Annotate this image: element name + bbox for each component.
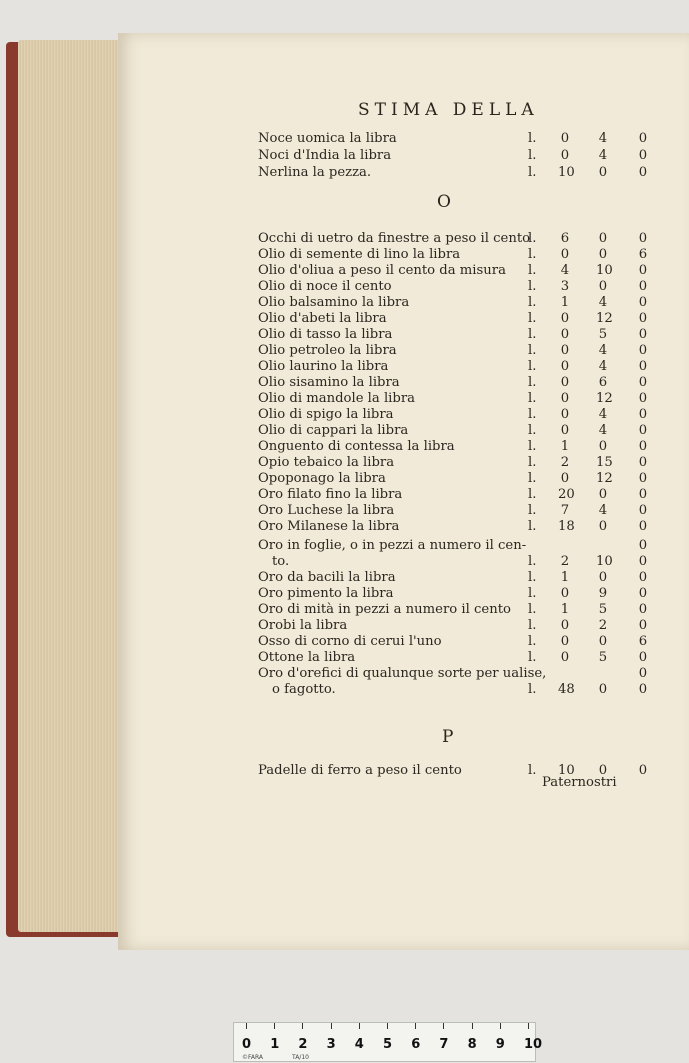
entry-col-3: 0 — [638, 327, 648, 342]
entry-col-1: 2 — [560, 455, 570, 470]
entry-unit: l. — [528, 407, 537, 422]
entry-name: Oro Milanese la libra — [258, 519, 400, 534]
entry-unit: l. — [528, 247, 537, 262]
entry-col-3: 0 — [638, 279, 648, 294]
entry-name: Oro in foglie, o in pezzi a numero il cen- — [258, 538, 527, 553]
entry-col-2: 6 — [598, 375, 608, 390]
entry-name: to. — [272, 554, 290, 569]
entry-col-2: 4 — [598, 407, 608, 422]
entry-unit: l. — [528, 343, 537, 358]
ruler-tick — [528, 1023, 529, 1029]
entry-col-2: 0 — [598, 279, 608, 294]
price-entry — [0, 502, 689, 519]
entry-unit: l. — [528, 471, 537, 486]
price-entry — [0, 422, 689, 439]
entry-col-1: 10 — [558, 165, 575, 180]
entry-col-2: 10 — [596, 554, 613, 569]
entry-name: Olio di noce il cento — [258, 279, 392, 294]
entry-name: Oro d'orefici di qualunque sorte per ualise, — [258, 666, 547, 681]
ruler-brand: ©FARA — [242, 1054, 264, 1061]
entry-col-1: 6 — [560, 231, 570, 246]
entry-unit: l. — [528, 455, 537, 470]
entry-unit: l. — [528, 391, 537, 406]
ruler-number: 4 — [354, 1037, 364, 1052]
entry-name: Nerlina la pezza. — [258, 165, 372, 180]
entry-col-3: 6 — [638, 247, 648, 262]
entry-col-3: 0 — [638, 375, 648, 390]
entry-col-1: 0 — [560, 327, 570, 342]
entry-col-2: 10 — [596, 263, 613, 278]
price-entry — [0, 569, 689, 586]
entry-col-3: 0 — [638, 343, 648, 358]
entry-col-2: 4 — [598, 359, 608, 374]
price-entry — [0, 633, 689, 650]
price-entry — [0, 130, 689, 147]
entry-col-3: 0 — [638, 554, 648, 569]
entry-name: Oro pimento la libra — [258, 586, 394, 601]
ruler-tick — [274, 1023, 275, 1029]
price-entry — [0, 486, 689, 503]
entry-col-3: 0 — [638, 423, 648, 438]
entry-unit: l. — [528, 618, 537, 633]
ruler-tick — [415, 1023, 416, 1029]
entry-col-2: 2 — [598, 618, 608, 633]
entry-unit: l. — [528, 763, 537, 778]
entry-col-2: 5 — [598, 327, 608, 342]
entry-col-1: 0 — [560, 586, 570, 601]
entry-unit: l. — [528, 682, 537, 697]
entry-col-1: 0 — [560, 423, 570, 438]
entry-col-1: 1 — [560, 570, 570, 585]
price-entry — [0, 262, 689, 279]
entry-unit: l. — [528, 279, 537, 294]
ruler-number: 1 — [270, 1037, 280, 1052]
entry-name: Olio laurino la libra — [258, 359, 389, 374]
entry-col-3: 0 — [638, 131, 648, 146]
entry-col-2: 0 — [598, 634, 608, 649]
price-entry — [0, 294, 689, 311]
entry-col-3: 0 — [638, 455, 648, 470]
entry-name: Ottone la libra — [258, 650, 356, 665]
price-entry — [0, 649, 689, 666]
entry-unit: l. — [528, 131, 537, 146]
entry-unit: l. — [528, 650, 537, 665]
price-entry — [0, 681, 689, 698]
price-entry — [0, 164, 689, 181]
entry-name: Olio di tasso la libra — [258, 327, 393, 342]
entry-unit: l. — [528, 295, 537, 310]
entry-col-2: 9 — [598, 586, 608, 601]
entry-col-1: 0 — [560, 471, 570, 486]
entry-col-1: 10 — [558, 763, 575, 778]
entry-unit: l. — [528, 554, 537, 569]
entry-col-1: 7 — [560, 503, 570, 518]
entry-unit: l. — [528, 327, 537, 342]
section-letter-o: O — [437, 192, 451, 212]
price-entry — [0, 230, 689, 247]
entry-col-3: 0 — [638, 586, 648, 601]
entry-col-3: 0 — [638, 231, 648, 246]
ruler-number: 7 — [439, 1037, 449, 1052]
catchword: Paternostri — [542, 775, 617, 790]
entry-col-2: 0 — [598, 519, 608, 534]
entry-col-3: 0 — [638, 263, 648, 278]
entry-col-3: 0 — [638, 519, 648, 534]
ruler-tick — [500, 1023, 501, 1029]
entry-name: Occhi di uetro da finestre a peso il cento — [258, 231, 531, 246]
entry-col-3: 0 — [638, 439, 648, 454]
ruler-number: 6 — [411, 1037, 421, 1052]
entry-col-1: 0 — [560, 359, 570, 374]
ruler-tick — [359, 1023, 360, 1029]
price-entry — [0, 438, 689, 455]
entry-col-3: 0 — [638, 538, 648, 553]
entry-col-3: 6 — [638, 634, 648, 649]
entry-col-3: 0 — [638, 359, 648, 374]
section-letter-p: P — [442, 727, 454, 747]
entry-col-3: 0 — [638, 763, 648, 778]
ruler-tick — [443, 1023, 444, 1029]
entry-col-3: 0 — [638, 618, 648, 633]
entry-unit: l. — [528, 503, 537, 518]
entry-col-1: 2 — [560, 554, 570, 569]
entry-col-2: 0 — [598, 439, 608, 454]
entry-col-3: 0 — [638, 503, 648, 518]
entry-col-3: 0 — [638, 165, 648, 180]
entry-unit: l. — [528, 570, 537, 585]
entry-col-3: 0 — [638, 666, 648, 681]
price-entry — [0, 278, 689, 295]
ruler-tick — [331, 1023, 332, 1029]
entry-unit: l. — [528, 602, 537, 617]
entry-unit: l. — [528, 439, 537, 454]
entry-unit: l. — [528, 634, 537, 649]
entry-unit: l. — [528, 375, 537, 390]
running-head: STIMA DELLA — [358, 100, 539, 120]
entry-unit: l. — [528, 231, 537, 246]
entry-col-1: 1 — [560, 295, 570, 310]
entry-col-1: 20 — [558, 487, 575, 502]
entry-col-3: 0 — [638, 650, 648, 665]
entry-name: Opio tebaico la libra — [258, 455, 395, 470]
entry-col-3: 0 — [638, 407, 648, 422]
entry-col-2: 4 — [598, 148, 608, 163]
entry-col-2: 0 — [598, 487, 608, 502]
ruler-number: 3 — [326, 1037, 336, 1052]
entry-unit: l. — [528, 263, 537, 278]
entry-col-1: 0 — [560, 131, 570, 146]
ruler-brand-code: TA/10 — [292, 1054, 309, 1061]
entry-col-1: 48 — [558, 682, 575, 697]
entry-name: Olio sisamino la libra — [258, 375, 400, 390]
entry-col-1: 4 — [560, 263, 570, 278]
entry-col-2: 4 — [598, 295, 608, 310]
entry-col-3: 0 — [638, 471, 648, 486]
price-entry — [0, 147, 689, 164]
price-entry — [0, 342, 689, 359]
entry-name: Oro Luchese la libra — [258, 503, 395, 518]
price-entry — [0, 617, 689, 634]
price-entry — [0, 585, 689, 602]
entry-unit: l. — [528, 165, 537, 180]
ruler-number: 8 — [467, 1037, 477, 1052]
entry-col-2: 4 — [598, 503, 608, 518]
entry-col-1: 0 — [560, 148, 570, 163]
entry-name: Olio d'oliua a peso il cento da misura — [258, 263, 506, 278]
price-entry — [0, 454, 689, 471]
entry-name: Noce uomica la libra — [258, 131, 397, 146]
price-entry — [0, 390, 689, 407]
entry-col-3: 0 — [638, 570, 648, 585]
entry-name: Padelle di ferro a peso il cento — [258, 763, 462, 778]
price-entry — [0, 601, 689, 618]
entry-col-1: 0 — [560, 407, 570, 422]
price-entry — [0, 406, 689, 423]
scale-ruler — [233, 1022, 543, 1062]
entry-col-3: 0 — [638, 295, 648, 310]
entry-col-2: 5 — [598, 602, 608, 617]
entry-col-1: 1 — [560, 602, 570, 617]
entry-col-1: 0 — [560, 343, 570, 358]
ruler-tick — [246, 1023, 247, 1029]
entry-col-1: 0 — [560, 634, 570, 649]
entry-name: Oro da bacili la libra — [258, 570, 396, 585]
entry-col-3: 0 — [638, 602, 648, 617]
entry-col-2: 4 — [598, 423, 608, 438]
ruler-tick — [302, 1023, 303, 1029]
entry-unit: l. — [528, 423, 537, 438]
entry-col-2: 4 — [598, 131, 608, 146]
entry-name: Orobi la libra — [258, 618, 348, 633]
entry-unit: l. — [528, 359, 537, 374]
entry-col-3: 0 — [638, 391, 648, 406]
entry-name: Oro filato fino la libra — [258, 487, 403, 502]
entry-col-1: 0 — [560, 247, 570, 262]
entry-col-2: 12 — [596, 471, 613, 486]
entry-name: Olio di cappari la libra — [258, 423, 409, 438]
price-entry — [0, 518, 689, 535]
entry-col-2: 0 — [598, 165, 608, 180]
ruler-number: 2 — [298, 1037, 308, 1052]
entry-name: Onguento di contessa la libra — [258, 439, 455, 454]
entry-col-1: 1 — [560, 439, 570, 454]
entry-unit: l. — [528, 487, 537, 502]
price-entry — [0, 310, 689, 327]
entry-col-2: 0 — [598, 763, 608, 778]
entry-name: Opoponago la libra — [258, 471, 386, 486]
price-entry — [0, 470, 689, 487]
entry-col-2: 5 — [598, 650, 608, 665]
entry-col-2: 15 — [596, 455, 613, 470]
entry-col-1: 0 — [560, 375, 570, 390]
ruler-tick — [387, 1023, 388, 1029]
price-entry — [0, 553, 689, 570]
entry-name: Noci d'India la libra — [258, 148, 392, 163]
entry-col-1: 3 — [560, 279, 570, 294]
entry-unit: l. — [528, 519, 537, 534]
entry-col-2: 0 — [598, 247, 608, 262]
price-entry — [0, 358, 689, 375]
entry-name: Osso di corno di cerui l'uno — [258, 634, 442, 649]
entry-col-2: 12 — [596, 391, 613, 406]
entry-unit: l. — [528, 586, 537, 601]
price-entry — [0, 537, 689, 554]
ruler-number: 0 — [242, 1037, 252, 1052]
entry-name: Olio balsamino la libra — [258, 295, 410, 310]
price-entry — [0, 326, 689, 343]
entry-col-1: 0 — [560, 391, 570, 406]
entry-col-2: 0 — [598, 231, 608, 246]
entry-col-3: 0 — [638, 682, 648, 697]
ruler-tick — [472, 1023, 473, 1029]
entry-col-1: 0 — [560, 311, 570, 326]
entry-name: Olio d'abeti la libra — [258, 311, 387, 326]
entry-unit: l. — [528, 148, 537, 163]
entry-name: Olio di semente di lino la libra — [258, 247, 461, 262]
entry-col-3: 0 — [638, 311, 648, 326]
entry-name: Olio di spigo la libra — [258, 407, 394, 422]
price-entry — [0, 665, 689, 682]
entry-col-3: 0 — [638, 487, 648, 502]
entry-name: Olio di mandole la libra — [258, 391, 416, 406]
entry-name: Oro di mità in pezzi a numero il cento — [258, 602, 511, 617]
price-entry — [0, 246, 689, 263]
ruler-number: 10 — [524, 1037, 543, 1052]
entry-col-2: 4 — [598, 343, 608, 358]
entry-name: o fagotto. — [272, 682, 336, 697]
entry-col-2: 0 — [598, 570, 608, 585]
entry-unit: l. — [528, 311, 537, 326]
entry-col-2: 12 — [596, 311, 613, 326]
price-entry — [0, 374, 689, 391]
ruler-number: 9 — [495, 1037, 505, 1052]
ruler-number: 5 — [383, 1037, 393, 1052]
entry-col-1: 0 — [560, 618, 570, 633]
entry-name: Olio petroleo la libra — [258, 343, 397, 358]
entry-col-1: 0 — [560, 650, 570, 665]
entry-col-1: 18 — [558, 519, 575, 534]
entry-col-3: 0 — [638, 148, 648, 163]
entry-col-2: 0 — [598, 682, 608, 697]
